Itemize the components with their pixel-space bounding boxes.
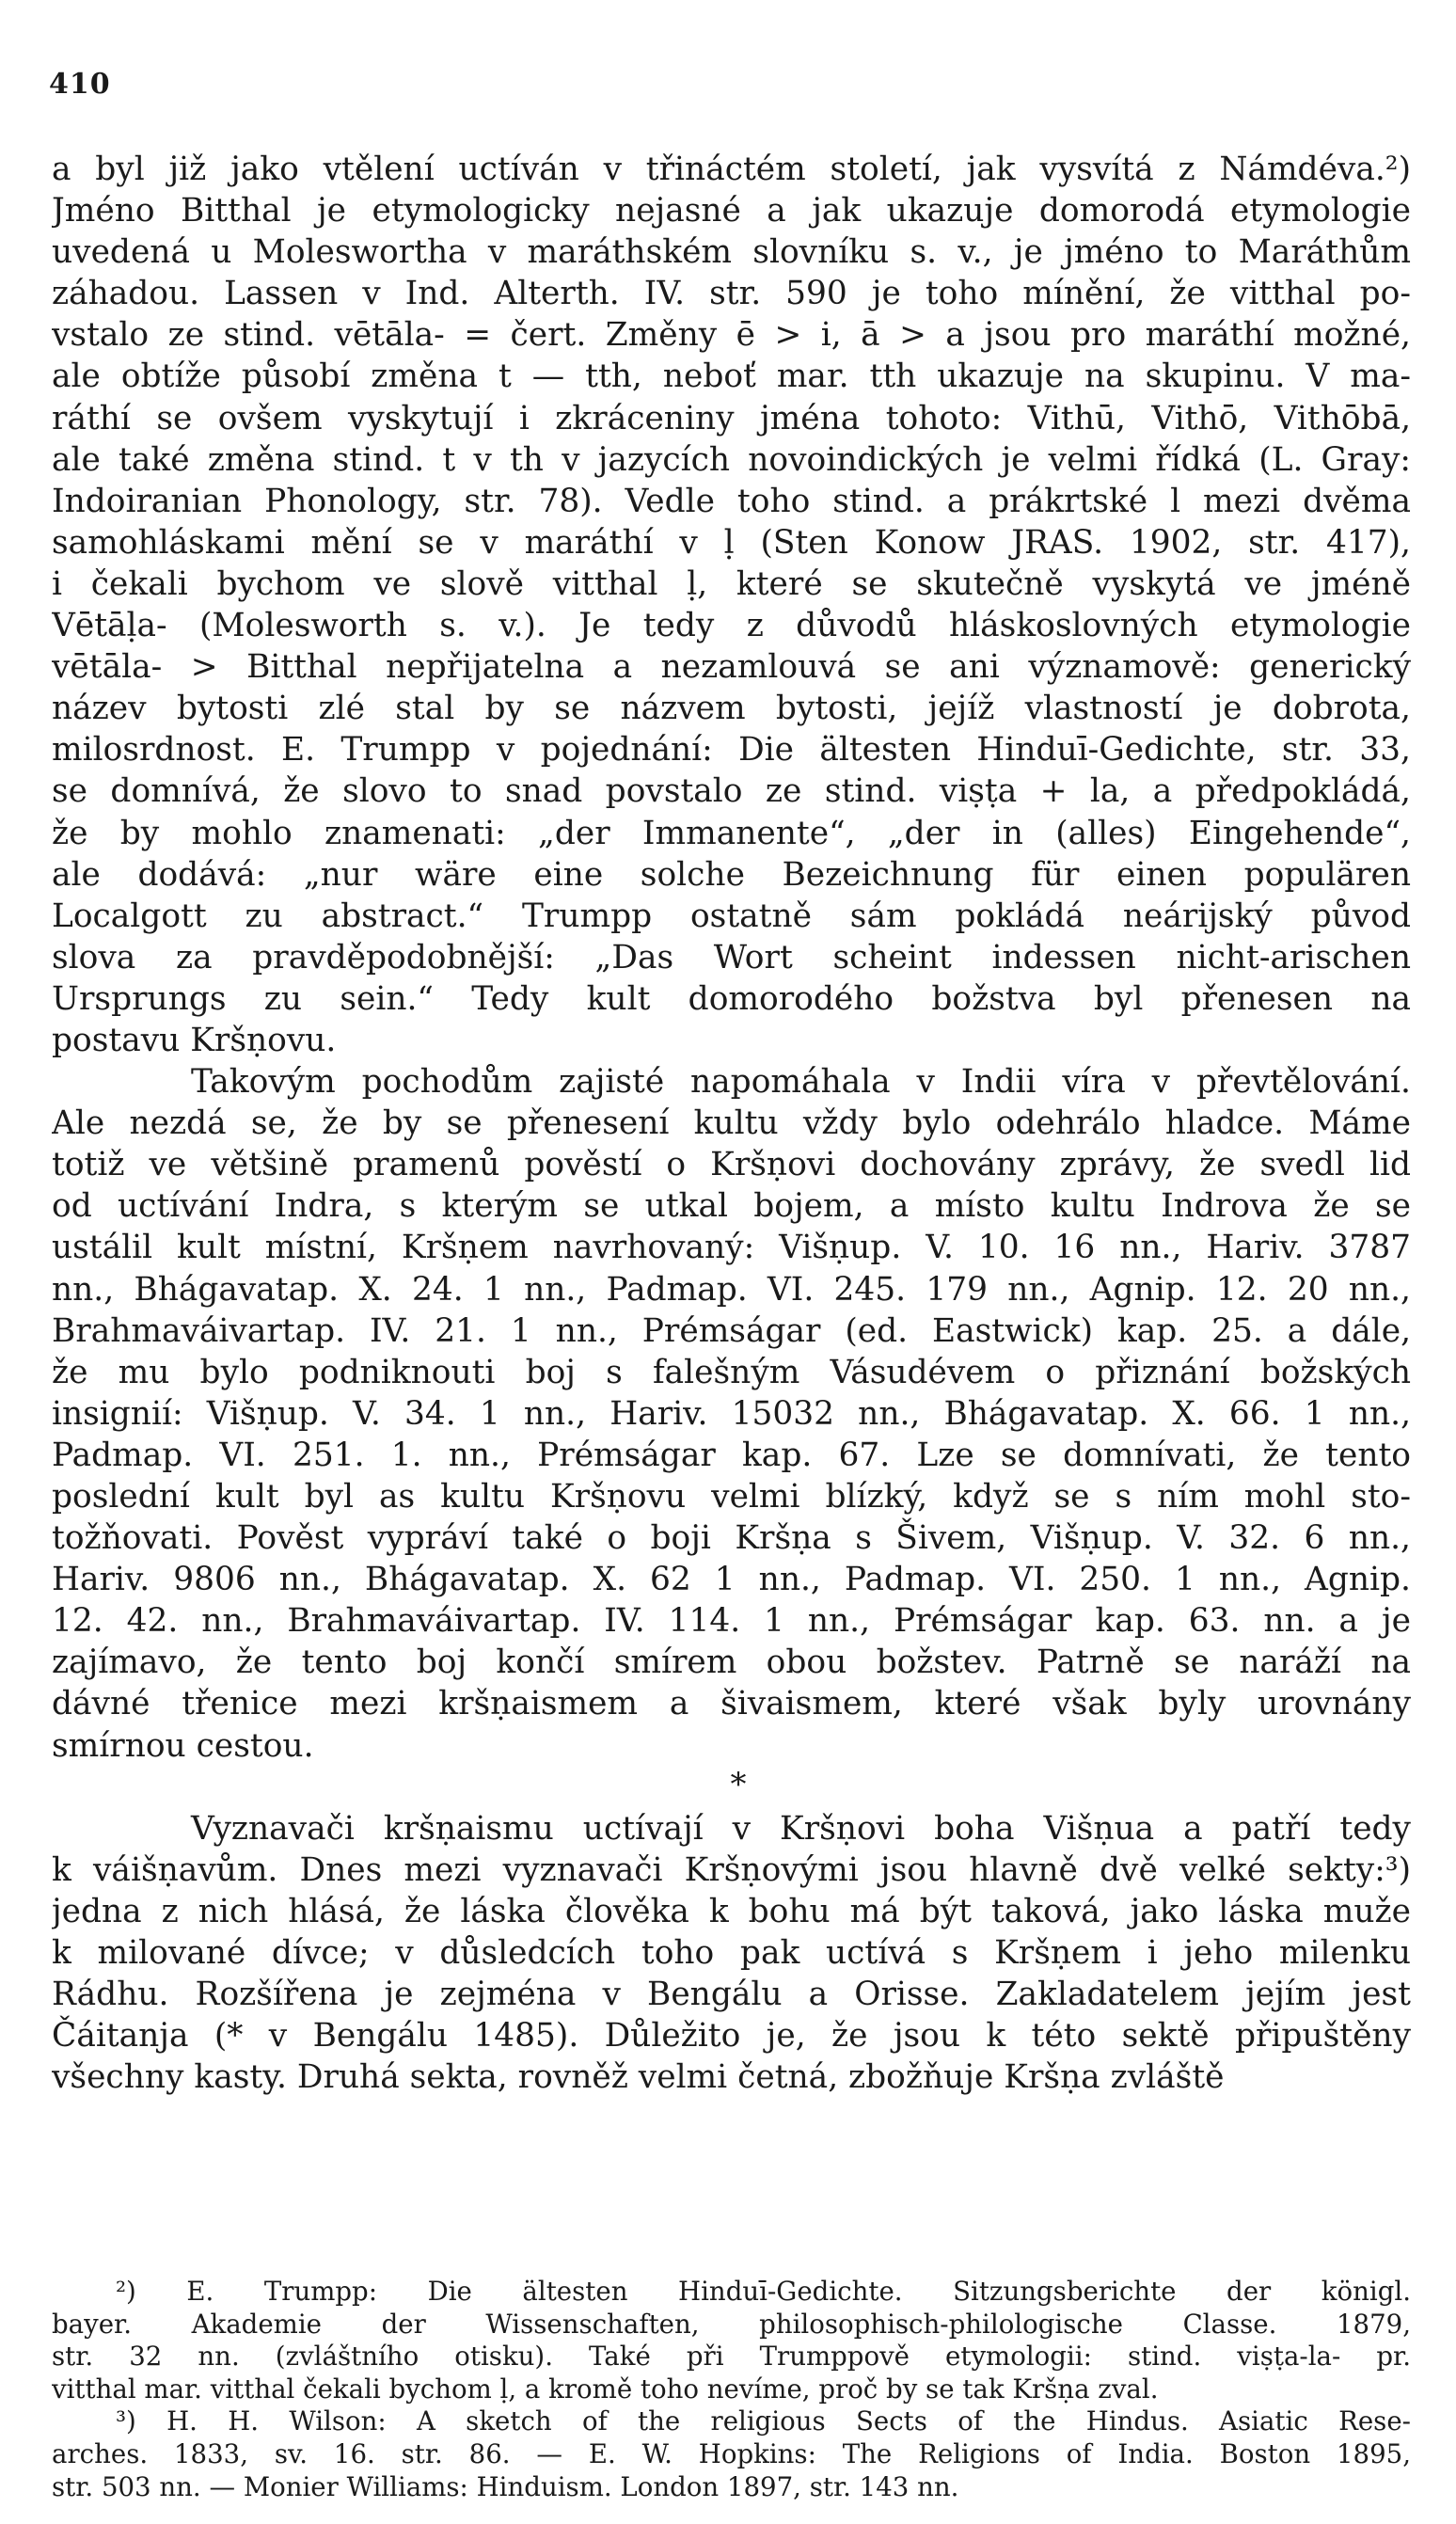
footnote-line: bayer. Akademie der Wissenschaften, philosophisch-philologische Classe. 1879,	[52, 2308, 1411, 2340]
text-line: Vyznavači kršṇaismu uctívají v Kršṇovi boha Višṇua a patří tedy	[191, 1809, 1411, 1848]
text-line: všechny kasty. Druhá sekta, rovněž velmi četná, zbožňuje Kršṇa zvláště	[52, 2058, 1225, 2097]
text-line: uvedená u Moleswortha v maráthském slovníku s. v., je jméno to Maráthům	[52, 233, 1411, 272]
text-line: i čekali bychom ve slově vitthal ḷ, které se skutečně vyskytá ve jméně	[52, 564, 1411, 603]
paragraph-1	[52, 149, 1411, 1061]
footnote-line: ³) H. H. Wilson: A sketch of the religious Sects of the Hindus. Asiatic Rese-	[116, 2405, 1411, 2437]
text-line: Vētāḷa- (Molesworth s. v.). Je tedy z důvodů hláskoslovných etymologie	[52, 607, 1411, 645]
footnote-line: vitthal mar. vitthal čekali bychom ḷ, a kromě toho nevíme, proč by se tak Kršṇa zval.	[52, 2373, 1159, 2405]
text-line: Ursprungs zu sein.“ Tedy kult domorodého božstva byl přenesen na	[52, 979, 1411, 1018]
text-line: poslední kult byl as kultu Kršṇovu velmi blízký, když se s ním mohl sto-	[52, 1478, 1411, 1516]
text-line: k milované dívce; v důsledcích toho pak uctívá s Kršṇem i jeho milenku	[52, 1933, 1411, 1972]
footnote-2	[52, 2276, 1411, 2405]
text-line: Padmap. VI. 251. 1. nn., Prémságar kap. 67. Lze se domnívati, že tento	[52, 1436, 1411, 1474]
paragraph-3	[52, 1808, 1411, 2099]
text-line: Čáitanja (* v Bengálu 1485). Důležito je, že jsou k této sektě připuštěny	[52, 2017, 1411, 2056]
text-line: tožňovati. Pověst vypráví také o boji Kršṇa s Šivem, Višṇup. V. 32. 6 nn.,	[52, 1519, 1411, 1558]
text-line: Hariv. 9806 nn., Bhágavatap. X. 62 1 nn., Padmap. VI. 250. 1 nn., Agnip.	[52, 1561, 1411, 1599]
text-line: se domnívá, že slovo to snad povstalo ze stind. viṣṭa + la, a předpokládá,	[52, 772, 1411, 811]
text-line: záhadou. Lassen v Ind. Alterth. IV. str. 590 je toho mínění, že vitthal po-	[52, 275, 1411, 313]
text-line: že by mohlo znamenati: „der Immanente“, „der in (alles) Eingehende“,	[52, 814, 1411, 852]
footnote-line: ²) E. Trumpp: Die ältesten Hinduī-Gedichte. Sitzungsberichte der königl.	[116, 2276, 1411, 2307]
text-line: smírnou cestou.	[52, 1726, 314, 1765]
paragraph-2	[52, 1061, 1411, 1767]
text-line: Takovým pochodům zajisté napomáhala v Indii víra v převtělování.	[191, 1063, 1411, 1102]
section-divider-asterisk: *	[730, 1766, 747, 1803]
text-line: milosrdnost. E. Trumpp v pojednání: Die ältesten Hinduī-Gedichte, str. 33,	[52, 731, 1411, 770]
text-line: vētāla- > Bitthal nepřijatelna a nezamlouvá se ani významově: generický	[52, 648, 1411, 687]
text-line: jedna z nich hlásá, že láska člověka k bohu má být taková, jako láska muže	[52, 1892, 1411, 1930]
text-line: samohláskami mění se v maráthí v ḷ (Sten Konow JRAS. 1902, str. 417),	[52, 523, 1411, 562]
text-line: 12. 42. nn., Brahmaváivartap. IV. 114. 1 nn., Prémságar kap. 63. nn. a je	[52, 1602, 1411, 1641]
text-line: k váišṇavům. Dnes mezi vyznavači Kršṇovými jsou hlavně dvě velké sekty:³)	[52, 1850, 1411, 1889]
footnotes	[52, 2276, 1411, 2503]
text-line: totiž ve většině pramenů pověstí o Kršṇovi dochovány zprávy, že svedl lid	[52, 1146, 1411, 1184]
text-line: dávné třenice mezi kršṇaismem a šivaismem, které však byly urovnány	[52, 1685, 1411, 1723]
text-line: ale také změna stind. t v th v jazycích novoindických je velmi řídká (L. Gray:	[52, 440, 1411, 479]
text-line: slova za pravděpodobnější: „Das Wort scheint indessen nicht-arischen	[52, 938, 1411, 976]
text-line: Jméno Bitthal je etymologicky nejasné a jak ukazuje domorodá etymologie	[52, 192, 1411, 230]
main-text	[52, 149, 1411, 2098]
text-line: ale obtíže působí změna t — tth, neboť mar. tth ukazuje na skupinu. V ma-	[52, 357, 1411, 396]
text-line: vstalo ze stind. vētāla- = čert. Změny ē > i, ā > a jsou pro maráthí možné,	[52, 316, 1411, 355]
text-line: ale dodává: „nur wäre eine solche Bezeichnung für einen populären	[52, 855, 1411, 894]
footnote-line: str. 32 nn. (zvláštního otisku). Také při Trumppově etymologii: stind. viṣṭa-la- pr.	[52, 2341, 1411, 2373]
text-line: zajímavo, že tento boj končí smírem obou božstev. Patrně se naráží na	[52, 1643, 1411, 1682]
footnote-line: arches. 1833, sv. 16. str. 86. — E. W. Hopkins: The Religions of India. Boston 1895,	[52, 2437, 1411, 2469]
text-line: insignií: Višṇup. V. 34. 1 nn., Hariv. 15032 nn., Bhágavatap. X. 66. 1 nn.,	[52, 1394, 1411, 1433]
text-line: Rádhu. Rozšířena je zejména v Bengálu a Orisse. Zakladatelem jejím jest	[52, 1976, 1411, 2014]
text-line: Brahmaváivartap. IV. 21. 1 nn., Prémságar (ed. Eastwick) kap. 25. a dále,	[52, 1311, 1411, 1350]
text-line: název bytosti zlé stal by se názvem bytosti, jejíž vlastností je dobrota,	[52, 690, 1411, 728]
text-line: Ale nezdá se, že by se přenesení kultu vždy bylo odehrálo hladce. Máme	[52, 1104, 1411, 1143]
text-line: ráthí se ovšem vyskytují i zkráceniny jména tohoto: Vithū, Vithō, Vithōbā,	[52, 399, 1411, 437]
text-line: postavu Kršṇovu.	[52, 1021, 337, 1059]
page-number: 410	[49, 68, 111, 101]
text-line: že mu bylo podniknouti boj s falešným Vásudévem o přiznání božských	[52, 1353, 1411, 1391]
text-line: a byl již jako vtělení uctíván v třináctém století, jak vysvítá z Námdéva.²)	[52, 151, 1411, 188]
footnote-line: str. 503 nn. — Monier Williams: Hinduism. London 1897, str. 143 nn.	[52, 2470, 959, 2502]
text-line: nn., Bhágavatap. X. 24. 1 nn., Padmap. VI. 245. 179 nn., Agnip. 12. 20 nn.,	[52, 1270, 1411, 1309]
text-line: od uctívání Indra, s kterým se utkal bojem, a místo kultu Indrova že se	[52, 1187, 1411, 1226]
footnote-3	[52, 2405, 1411, 2503]
text-line: Localgott zu abstract.“ Trumpp ostatně sám pokládá neárijský původ	[52, 897, 1411, 935]
text-line: Indoiranian Phonology, str. 78). Vedle toho stind. a prákrtské l mezi dvěma	[52, 482, 1411, 520]
text-line: ustálil kult místní, Kršṇem navrhovaný: Višṇup. V. 10. 16 nn., Hariv. 3787	[52, 1229, 1411, 1267]
